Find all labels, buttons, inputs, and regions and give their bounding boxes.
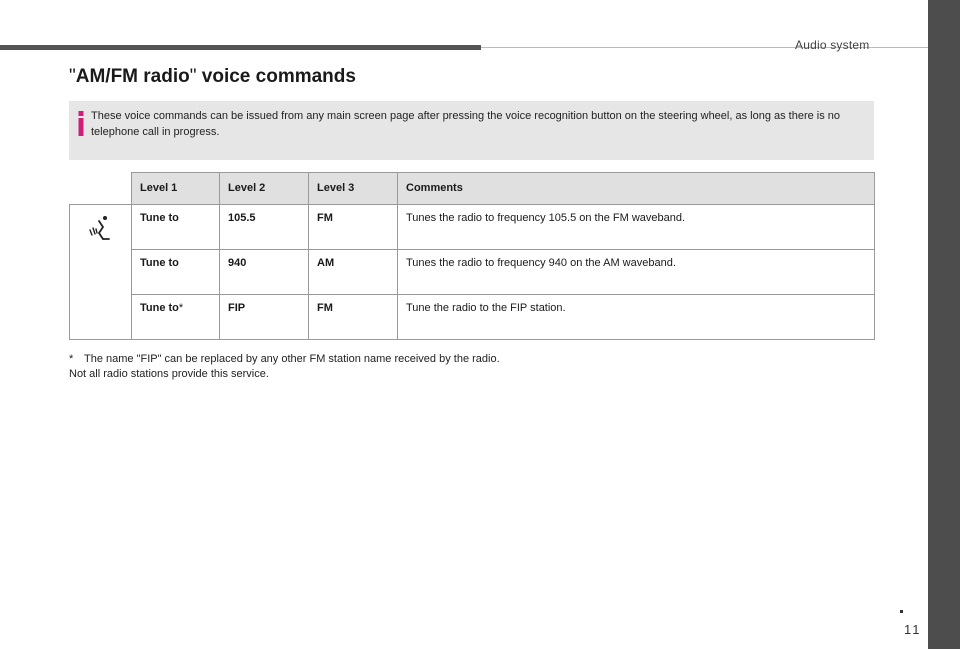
row-1-comment: Tunes the radio to frequency 105.5 on the FM waveband. [398,205,875,250]
table-row [70,250,875,295]
footnote-marker: * [178,302,184,314]
row-3-level-1-cell [132,295,220,340]
header-level-1: Level 1 [132,173,220,205]
row-3-level-1: Tune to [140,302,179,314]
header-level-2: Level 2 [220,173,309,205]
page-edge-strip [928,0,960,649]
table-row [70,205,875,250]
title-quote-close: " [189,66,197,87]
voice-commands-table [69,172,875,340]
info-icon [76,111,86,136]
footnote-text: The name "FIP" can be replaced by any other FM station name received by the radio. [84,353,500,365]
page-title [69,66,356,88]
header-comments: Comments [398,173,875,205]
title-suffix: voice commands [196,66,356,87]
row-2-level-3: AM [309,250,398,295]
header-blank-cell [70,173,132,205]
row-1-level-3: FM [309,205,398,250]
row-3-level-3: FM [309,295,398,340]
header-bar [0,45,481,50]
row-3-comment: Tune the radio to the FIP station. [398,295,875,340]
title-main: AM/FM radio [75,66,190,87]
page-number: 11 [904,622,922,637]
row-2-level-2: 940 [220,250,309,295]
footnote-star: * [69,353,74,365]
info-text: These voice commands can be issued from any main screen page after pressing the voice recognition button on the steering wheel, as long as there is no telephone call in progress. [91,110,841,138]
voice-command-icon [87,215,115,243]
table-header-row [70,173,875,205]
footnote-line-2: Not all radio stations provide this service. [69,368,269,380]
row-2-level-1: Tune to [132,250,220,295]
footnote [69,352,500,382]
row-2-comment: Tunes the radio to frequency 940 on the AM waveband. [398,250,875,295]
row-1-level-1: Tune to [132,205,220,250]
title-quote-open: " [69,66,76,87]
section-title: Audio system [795,38,870,52]
footnote-line-1 [69,352,500,367]
row-3-level-2: FIP [220,295,309,340]
page-marker-dot [900,610,903,613]
voice-icon-cell [70,205,132,340]
row-1-level-2: 105.5 [220,205,309,250]
table-row [70,295,875,340]
header-level-3: Level 3 [309,173,398,205]
